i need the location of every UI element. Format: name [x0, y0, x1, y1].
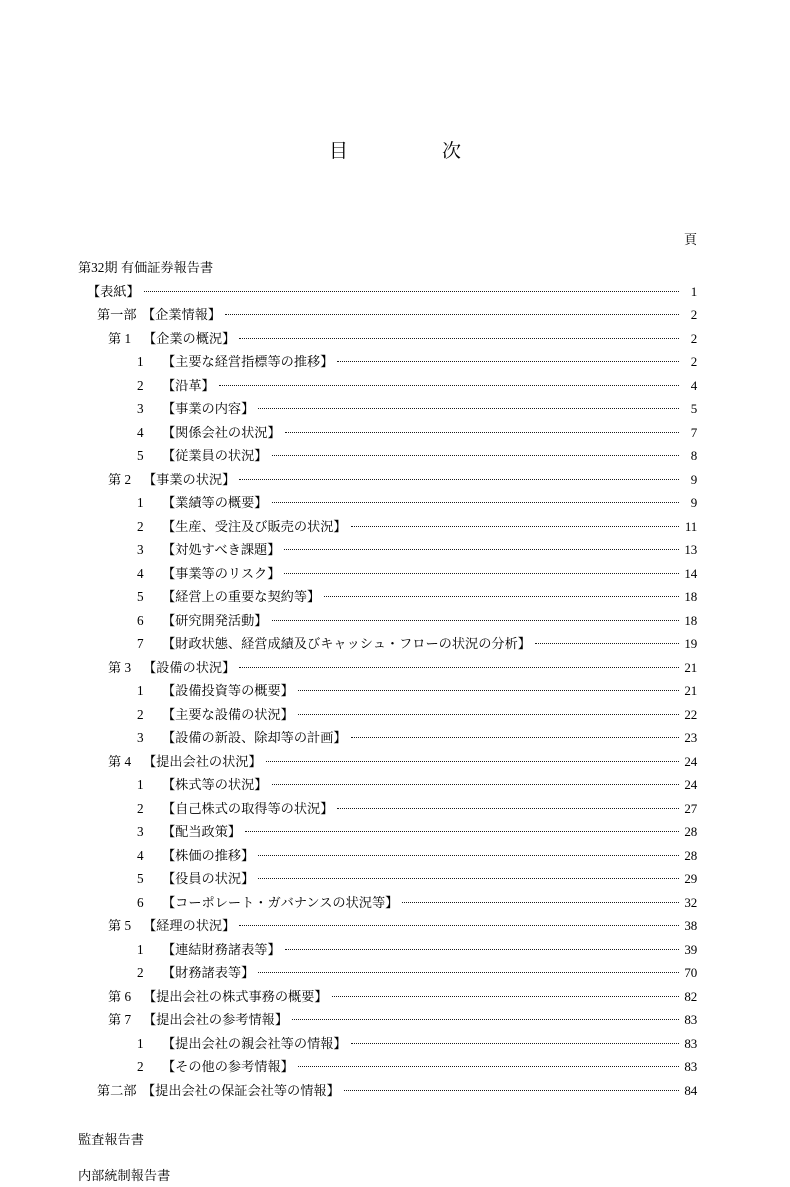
toc-entry[interactable] — [0, 374, 790, 398]
toc-entry-title: 【提出会社の株式事務の概要】 — [143, 985, 328, 1009]
toc-leader-dots — [245, 823, 679, 836]
toc-leader-dots — [258, 964, 679, 977]
toc-entry-label — [137, 938, 281, 962]
toc-entry-number: 1 — [137, 1032, 162, 1056]
toc-entry[interactable] — [0, 468, 790, 492]
toc-entry-page-number: 28 — [681, 844, 697, 868]
page-title-char-1: 目 — [329, 139, 348, 165]
toc-entry-page-number: 83 — [681, 1008, 697, 1032]
toc-entry[interactable] — [0, 961, 790, 985]
appendix-item: 監査報告書 — [0, 1128, 790, 1152]
toc-entry[interactable] — [0, 679, 790, 703]
toc-entry-label — [97, 303, 221, 327]
toc-entry-number: 1 — [137, 679, 162, 703]
toc-leader-dots — [284, 564, 679, 577]
toc-entry-label — [137, 797, 333, 821]
toc-entry[interactable] — [0, 1055, 790, 1079]
toc-entry-number: 2 — [137, 703, 162, 727]
toc-entry-label — [108, 327, 235, 351]
toc-leader-dots — [351, 517, 679, 530]
toc-entry-title: 【コーポレート・ガバナンスの状況等】 — [162, 891, 398, 915]
toc-entry-page-number: 70 — [681, 961, 697, 985]
toc-entry-number: 第二部 — [97, 1079, 142, 1103]
toc-entry-number: 第 3 — [108, 656, 143, 680]
toc-leader-dots — [298, 682, 679, 695]
toc-entry-label — [137, 562, 280, 586]
toc-entry-page-number: 18 — [681, 609, 697, 633]
toc-entry[interactable] — [0, 867, 790, 891]
toc-entry-title: 【主要な経営指標等の推移】 — [162, 350, 333, 374]
toc-entry-label — [137, 1032, 347, 1056]
toc-entry-page-number: 32 — [681, 891, 697, 915]
toc-entry[interactable] — [0, 985, 790, 1009]
toc-entry[interactable] — [0, 632, 790, 656]
toc-entry-number: 7 — [137, 632, 162, 656]
toc-leader-dots — [258, 870, 679, 883]
toc-entry-number: 6 — [137, 609, 162, 633]
toc-entry-number: 2 — [137, 515, 162, 539]
toc-entry-label — [137, 679, 294, 703]
toc-entry-number: 1 — [137, 350, 162, 374]
toc-entry-label — [137, 350, 333, 374]
toc-entry-page-number: 28 — [681, 820, 697, 844]
toc-entry-page-number: 2 — [681, 350, 697, 374]
toc-entry[interactable] — [0, 280, 790, 304]
toc-entry-label — [137, 961, 254, 985]
toc-entry-title: 【従業員の状況】 — [162, 444, 268, 468]
toc-entry-number: 5 — [137, 867, 162, 891]
toc-entry[interactable] — [0, 1032, 790, 1056]
toc-entry-page-number: 9 — [681, 468, 697, 492]
toc-entry[interactable] — [0, 303, 790, 327]
toc-entry-title: 【財政状態、経営成績及びキャッシュ・フローの状況の分析】 — [162, 632, 531, 656]
page-number-column-header: 頁 — [684, 231, 697, 248]
toc-entry[interactable] — [0, 726, 790, 750]
toc-leader-dots — [258, 846, 679, 859]
toc-entry-number: 第 4 — [108, 750, 143, 774]
toc-entry-title: 【業績等の概要】 — [162, 491, 268, 515]
toc-entry[interactable] — [0, 350, 790, 374]
toc-entry[interactable] — [0, 914, 790, 938]
toc-entry[interactable] — [0, 421, 790, 445]
toc-leader-dots — [272, 494, 680, 507]
toc-entry-label — [137, 609, 268, 633]
toc-entry-page-number: 82 — [681, 985, 697, 1009]
toc-entry-title: 【株式等の状況】 — [162, 773, 268, 797]
toc-entry-page-number: 13 — [681, 538, 697, 562]
toc-entry-page-number: 18 — [681, 585, 697, 609]
appendix-list — [0, 1128, 790, 1187]
toc-leader-dots — [239, 329, 679, 342]
toc-entry[interactable] — [0, 656, 790, 680]
toc-entry-label — [137, 1055, 294, 1079]
toc-leader-dots — [258, 400, 679, 413]
toc-entry-label — [108, 750, 262, 774]
toc-entry-page-number: 39 — [681, 938, 697, 962]
toc-entry-title: 【その他の参考情報】 — [162, 1055, 294, 1079]
toc-entry-label — [137, 515, 347, 539]
toc-entry-title: 【経理の状況】 — [143, 914, 235, 938]
toc-entry-label — [108, 656, 235, 680]
toc-leader-dots — [219, 376, 679, 389]
toc-leader-dots — [535, 635, 679, 648]
toc-entry-number: 2 — [137, 374, 162, 398]
toc-entry-number: 第 5 — [108, 914, 143, 938]
toc-entry-number: 第 1 — [108, 327, 143, 351]
toc-entry-page-number: 29 — [681, 867, 697, 891]
toc-entry-page-number: 7 — [681, 421, 697, 445]
page-title — [0, 139, 790, 165]
toc-entry[interactable] — [0, 491, 790, 515]
toc-entry-page-number: 19 — [681, 632, 697, 656]
toc-entry-number: 2 — [137, 961, 162, 985]
toc-entry-label — [137, 773, 268, 797]
toc-entry-page-number: 22 — [681, 703, 697, 727]
toc-entry-title: 【関係会社の状況】 — [162, 421, 281, 445]
toc-entry-page-number: 9 — [681, 491, 697, 515]
toc-entry-label — [137, 820, 241, 844]
toc-leader-dots — [272, 611, 680, 624]
toc-entry-page-number: 21 — [681, 679, 697, 703]
toc-entry-title: 【生産、受注及び販売の状況】 — [162, 515, 347, 539]
toc-leader-dots — [239, 470, 679, 483]
toc-entry-title: 【事業の状況】 — [143, 468, 235, 492]
toc-entry-page-number: 21 — [681, 656, 697, 680]
toc-entry-number: 1 — [137, 491, 162, 515]
toc-leader-dots — [285, 940, 679, 953]
toc-entry-title: 【提出会社の参考情報】 — [143, 1008, 288, 1032]
toc-entry-number: 3 — [137, 820, 162, 844]
toc-entry-label — [108, 468, 235, 492]
toc-entry-title: 【株価の推移】 — [162, 844, 254, 868]
toc-leader-dots — [272, 776, 680, 789]
toc-leader-dots — [324, 588, 679, 601]
toc-entry-page-number: 83 — [681, 1055, 697, 1079]
toc-entry-page-number: 1 — [681, 280, 697, 304]
toc-entry-title: 【連結財務諸表等】 — [162, 938, 281, 962]
toc-entry[interactable] — [0, 1008, 790, 1032]
toc-entry[interactable] — [0, 773, 790, 797]
toc-entry[interactable] — [0, 1079, 790, 1103]
toc-entry-title: 【設備投資等の概要】 — [162, 679, 294, 703]
toc-leader-dots — [285, 423, 679, 436]
toc-entry-label — [87, 280, 140, 304]
toc-entry-page-number: 24 — [681, 750, 697, 774]
toc-leader-dots — [144, 282, 679, 295]
toc-entry-label — [108, 1008, 288, 1032]
toc-leader-dots — [298, 1058, 679, 1071]
toc-entry-label — [137, 632, 531, 656]
toc-entry-number: 3 — [137, 726, 162, 750]
toc-leader-dots — [284, 541, 679, 554]
toc-entry-title: 【主要な設備の状況】 — [162, 703, 294, 727]
toc-entry-title: 【企業情報】 — [142, 303, 221, 327]
toc-entry-label — [137, 726, 347, 750]
toc-entry[interactable] — [0, 538, 790, 562]
toc-entry-label — [137, 891, 398, 915]
toc-entry[interactable] — [0, 891, 790, 915]
toc-leader-dots — [239, 917, 679, 930]
appendix-item: 内部統制報告書 — [0, 1164, 790, 1187]
toc-entry-number: 2 — [137, 1055, 162, 1079]
toc-entry-label — [137, 374, 215, 398]
toc-entry-title: 【提出会社の保証会社等の情報】 — [142, 1079, 340, 1103]
toc-leader-dots — [332, 987, 679, 1000]
toc-entry-label — [137, 703, 294, 727]
toc-entry-number: 3 — [137, 538, 162, 562]
toc-entry[interactable] — [0, 750, 790, 774]
toc-entry-label — [137, 538, 280, 562]
toc-entry-number: 4 — [137, 421, 162, 445]
toc-entry[interactable] — [0, 327, 790, 351]
toc-entry-page-number: 84 — [681, 1079, 697, 1103]
toc-entry-number: 3 — [137, 397, 162, 421]
toc-entry[interactable] — [0, 797, 790, 821]
toc-entry-title: 【提出会社の状況】 — [143, 750, 262, 774]
toc-entry-number: 4 — [137, 562, 162, 586]
toc-entry-title: 【事業の内容】 — [162, 397, 254, 421]
toc-entry-label — [137, 585, 320, 609]
toc-entry[interactable] — [0, 585, 790, 609]
toc-entry-number: 1 — [137, 938, 162, 962]
toc-entry-label — [137, 867, 254, 891]
toc-entry-page-number: 24 — [681, 773, 697, 797]
toc-entry-title: 【役員の状況】 — [162, 867, 254, 891]
toc-leader-dots — [402, 893, 679, 906]
toc-entry-title: 【設備の状況】 — [143, 656, 235, 680]
toc-leader-dots — [344, 1081, 679, 1094]
toc-entry-page-number: 27 — [681, 797, 697, 821]
toc-entry[interactable] — [0, 609, 790, 633]
toc-entry-list — [0, 280, 790, 1103]
page-title-char-2: 次 — [442, 139, 461, 165]
toc-entry-page-number: 2 — [681, 303, 697, 327]
toc-leader-dots — [337, 353, 679, 366]
toc-entry-title: 【配当政策】 — [162, 820, 241, 844]
document-heading: 第32期 有価証券報告書 — [0, 256, 790, 280]
toc-leader-dots — [225, 306, 679, 319]
toc-entry[interactable] — [0, 938, 790, 962]
toc-entry-page-number: 23 — [681, 726, 697, 750]
toc-entry-number: 6 — [137, 891, 162, 915]
toc-leader-dots — [292, 1011, 679, 1024]
toc-entry-number: 2 — [137, 797, 162, 821]
toc-entry-number: 第 2 — [108, 468, 143, 492]
toc-leader-dots — [351, 729, 679, 742]
toc-entry-title: 【企業の概況】 — [143, 327, 235, 351]
toc-entry-page-number: 5 — [681, 397, 697, 421]
toc-entry-number: 第 6 — [108, 985, 143, 1009]
toc-entry-label — [137, 491, 268, 515]
toc-entry-page-number: 83 — [681, 1032, 697, 1056]
toc-entry-title: 【事業等のリスク】 — [162, 562, 280, 586]
toc-entry-label — [137, 421, 281, 445]
toc-entry[interactable] — [0, 703, 790, 727]
toc-leader-dots — [298, 705, 679, 718]
table-of-contents — [0, 256, 790, 1102]
appendix-spacer — [0, 1152, 790, 1164]
toc-entry-title: 【研究開発活動】 — [162, 609, 268, 633]
toc-entry-title: 【財務諸表等】 — [162, 961, 254, 985]
toc-leader-dots — [239, 658, 679, 671]
toc-entry-number: 5 — [137, 585, 162, 609]
toc-entry[interactable] — [0, 820, 790, 844]
toc-entry-page-number: 4 — [681, 374, 697, 398]
toc-entry-page-number: 2 — [681, 327, 697, 351]
toc-entry-title: 【対処すべき課題】 — [162, 538, 280, 562]
toc-entry-title: 【提出会社の親会社等の情報】 — [162, 1032, 347, 1056]
toc-entry-page-number: 14 — [681, 562, 697, 586]
toc-entry-label — [137, 444, 268, 468]
toc-leader-dots — [272, 447, 680, 460]
toc-entry-number: 1 — [137, 773, 162, 797]
toc-entry-page-number: 11 — [681, 515, 697, 539]
toc-entry-title: 【設備の新設、除却等の計画】 — [162, 726, 347, 750]
toc-entry-title: 【自己株式の取得等の状況】 — [162, 797, 333, 821]
toc-entry-number: 5 — [137, 444, 162, 468]
toc-entry-page-number: 38 — [681, 914, 697, 938]
toc-entry-number: 4 — [137, 844, 162, 868]
toc-entry[interactable] — [0, 844, 790, 868]
toc-entry-number: 第一部 — [97, 303, 142, 327]
toc-entry[interactable] — [0, 515, 790, 539]
toc-entry-page-number: 8 — [681, 444, 697, 468]
toc-entry-label — [108, 914, 235, 938]
toc-leader-dots — [337, 799, 679, 812]
toc-entry[interactable] — [0, 397, 790, 421]
toc-entry-title: 【沿革】 — [162, 374, 215, 398]
toc-leader-dots — [266, 752, 679, 765]
toc-entry[interactable] — [0, 444, 790, 468]
toc-leader-dots — [351, 1034, 679, 1047]
toc-entry-number: 第 7 — [108, 1008, 143, 1032]
toc-entry[interactable] — [0, 562, 790, 586]
toc-entry-title: 【経営上の重要な契約等】 — [162, 585, 320, 609]
toc-entry-label — [137, 397, 254, 421]
toc-entry-label — [137, 844, 254, 868]
toc-entry-label — [108, 985, 328, 1009]
toc-entry-title: 【表紙】 — [87, 280, 140, 304]
toc-entry-label — [97, 1079, 340, 1103]
